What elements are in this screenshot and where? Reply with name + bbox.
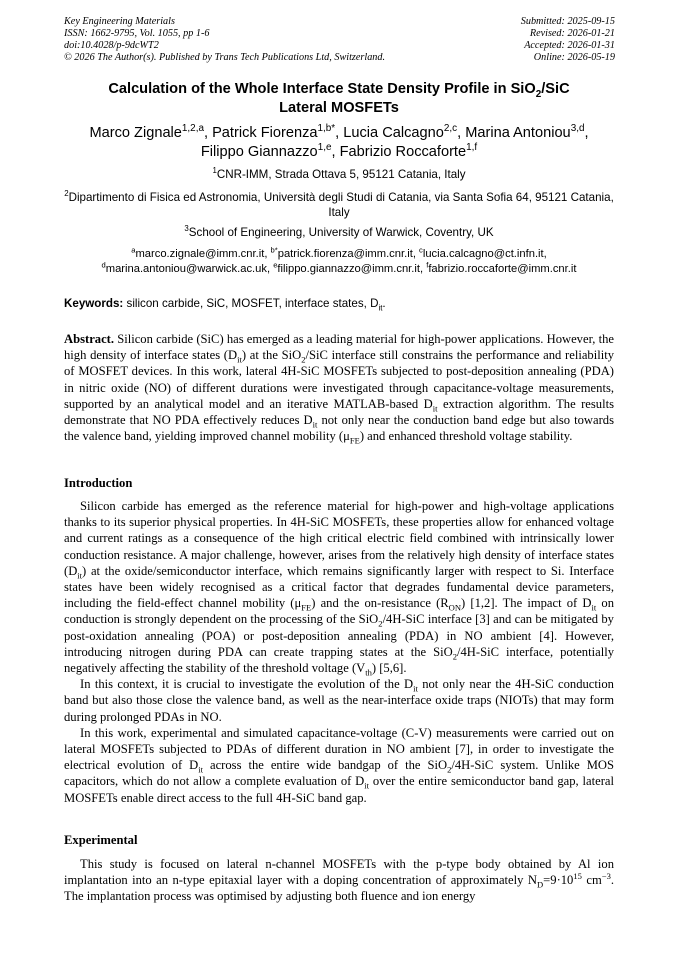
author-list [64,124,614,162]
revised-date: Revised: 2026-01-21 [529,28,615,39]
keywords-label: Keywords: [64,297,124,310]
publication-dates [521,16,615,64]
email-link[interactable]: marco.zignale@imm.cnr.it [135,248,265,260]
paper-title [64,80,614,118]
keywords-line: Keywords: silicon carbide, SiC, MOSFET, interface states, $D_{it}$. [64,297,386,313]
email-link[interactable]: marina.antoniou@warwick.ac.uk [105,263,267,275]
journal-issn: ISSN: 1662-9795, Vol. 1055, pp 1-6 [64,28,210,39]
affiliation-3: $^3$School of Engineering, University of Warwick, Coventry, UK [184,224,494,239]
abstract-label: Abstract. [64,332,115,346]
author-name: Patrick Fiorenza [212,125,318,141]
author-line-2: Filippo Giannazzo$^{1,e}$, Fabrizio Roccaforte$^{1,f}$ [200,142,478,160]
online-date: Online: 2026-05-19 [533,52,615,63]
section-title-experimental: Experimental [64,833,138,847]
author-name: Lucia Calcagno [343,125,444,141]
journal-name: Key Engineering Materials [64,16,175,27]
email-link[interactable]: lucia.calcagno@ct.infn.it [422,248,544,260]
author-name: Filippo Giannazzo [200,144,318,160]
accepted-date: Accepted: 2026-01-31 [524,40,615,51]
email-link[interactable]: fabrizio.roccaforte@imm.cnr.it [428,263,577,275]
author-name: Marina Antoniou [465,125,571,141]
email-line-1: $^a$marco.zignale@imm.cnr.it, $^{b*}$patrick.fiorenza@imm.cnr.it, $^c$lucia.calcagno@ct.infn.it, [131,245,547,260]
email-link[interactable]: patrick.fiorenza@imm.cnr.it [277,248,413,260]
introduction-body [64,498,614,806]
affiliation-1: $^1$CNR-IMM, Strada Ottava 5, 95121 Catania, Italy [212,166,466,181]
title-line-2: Lateral MOSFETs [279,100,399,116]
paragraph: In this work, experimental and simulated capacitance-voltage (C-V) measurements were carried out on lateral MOSFETs subjected to PDAs of different duration in NO ambient [7], in order to investigate the electrical evolution of $D_{it}$ across the entire wide bandgap of the SiO$_2$/4H-SiC system. Unlike MOS capacitors, which do not allow a complete evaluation of $D_{it}$ over the entire semiconductor band gap, lateral MOSFETs enable direct access to the full 4H-SiC band gap. [64,725,614,805]
author-line-1: Marco Zignale$^{1,2,a}$, Patrick Fiorenza$^{1,b*}$, Lucia Calcagno$^{2,c}$, Marina Antoniou$^{3,d}$, [89,123,589,141]
section-title-introduction: Introduction [64,476,133,490]
author-name: Fabrizio Roccaforte [339,144,467,160]
copyright-line: © 2026 The Author(s). Published by Trans Tech Publications Ltd, Switzerland. [64,52,386,63]
affiliation-2: $^2$Dipartimento di Fisica ed Astronomia, Università degli Studi di Catania, via Santa Sofia 64, 95121 Catania, Italy [64,189,614,219]
paragraph: This study is focused on lateral n-channel MOSFETs with the p-type body obtained by Al ion implantation into an n-type epitaxial layer with a doping concentration of approximately $N_D=9\cdot 10^{15}$ $cm^{-3}$. The implantation process was optimised by adjusting both fluence and ion energy [64,857,614,904]
paragraph: Silicon carbide has emerged as the reference material for high-power and high-voltage applications thanks to its superior physical properties. In 4H-SiC MOSFETs, these properties allow for enhanced voltage and current ratings as a consequence of the high critical electric field combined with intrinsically lower conduction resistance. A major challenge, however, arises from the relatively high density of interface states $(D_{it})$ at the oxide/semiconductor interface, which remains significantly larger with respect to Si. Interface states have been widely recognised as a critical factor that degrades fundamental device parameters, including the field-effect channel mobility $(\mu_{FE})$ and the on-resistance $(R_{ON})$ [1,2]. The impact of $D_{it}$ on conduction is strongly dependent on the processing of the SiO$_2$/4H-SiC interface [3] and can be mitigated by post-oxidation annealing (POA) or post-deposition annealing (PDA) in NO ambient [4]. However, introducing nitrogen during PDA can create trapping states at the SiO$_2$/4H-SiC interface, potentially negatively affecting the stability of the threshold voltage $(V_{th})$ [5,6]. [64,499,615,678]
experimental-body [64,856,614,905]
submitted-date: Submitted: 2025-09-15 [520,16,615,27]
author-name: Marco Zignale [89,125,182,141]
keywords-text: silicon carbide, SiC, MOSFET, interface states, D [126,297,379,310]
abstract [64,331,614,444]
email-link[interactable]: filippo.giannazzo@imm.cnr.it [277,263,420,275]
journal-info [64,16,385,64]
abstract-text: Silicon carbide (SiC) has emerged as a leading material for high-power applications. However, the high density of interface states $(D_{it})$ at the SiO$_2$/SiC interface still constrains the performance and reliability of MOSFET devices. In this work, lateral 4H-SiC MOSFETs subjected to post-deposition annealing (PDA) in nitric oxide (NO) of different durations were investigated through capacitance-voltage measurements, supported by an analytical model and an iterative MATLAB-based $D_{it}$ extraction algorithm. The results demonstrate that NO PDA effectively reduces $D_{it}$ not only near the conduction band edge but also towards the valence band, yielding improved channel mobility $(\mu_{FE})$ and enhanced threshold voltage stability. [64,332,615,446]
email-list [64,247,614,277]
title-line-1: Calculation of the Whole Interface State Density Profile in SiO$_2$/SiC [108,81,570,100]
email-line-2: $^d$marina.antoniou@warwick.ac.uk, $^e$filippo.giannazzo@imm.cnr.it, $^f$fabrizio.roccaforte@imm.cnr.it [101,260,577,275]
journal-doi: doi:10.4028/p-9dcWT2 [64,40,159,51]
paragraph: In this context, it is crucial to investigate the evolution of the $D_{it}$ not only near the 4H-SiC conduction band but also those close the valence band, as well as the near-interface oxide traps (NIOTs) that may form during prolonged PDAs in NO. [64,677,614,724]
